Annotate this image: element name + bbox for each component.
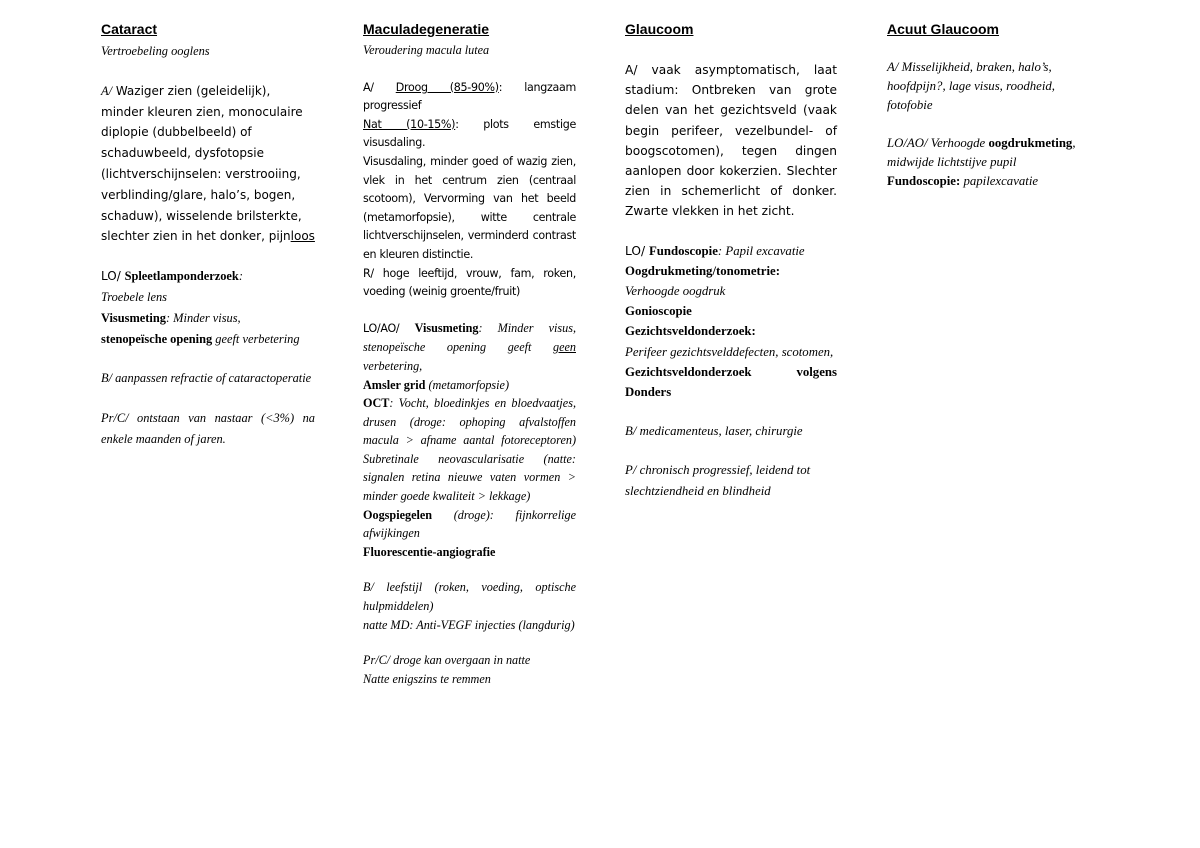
- cataract-examination: [101, 266, 315, 349]
- cataract-lo-colon1: :: [238, 269, 243, 284]
- macula-lo-prefix: LO/AO/: [363, 321, 415, 335]
- acuut-title: Acuut Glaucoom: [887, 21, 1000, 37]
- macula-treatment: [363, 578, 576, 634]
- macula-risk: R/ hoge leeftijd, vrouw, fam, roken, voeding (weinig groente/fruit): [363, 266, 576, 299]
- cataract-lo-prefix: LO/: [101, 269, 125, 284]
- acuut-examination: [887, 134, 1099, 191]
- glaucoom-lo-bold4: Gezichtsveldonderzoek:: [625, 324, 756, 339]
- macula-lo-bold5: Fluorescentie-angiografie: [363, 544, 496, 559]
- column-glaucoom: [625, 20, 837, 501]
- macula-lo-bold2: Amsler grid: [363, 377, 426, 392]
- glaucoom-treatment: B/ medicamenteus, laser, chirurgie: [625, 424, 803, 439]
- acuut-lo-it1: LO/AO/ Verhoogde: [887, 136, 989, 150]
- macula-lo-it2: (metamorfopsie): [425, 377, 510, 392]
- macula-b-text: B/ leefstijl (roken, voeding, optische hulpmiddelen): [363, 580, 576, 614]
- macula-lo-bold1: Visusmeting: [414, 320, 479, 335]
- glaucoom-lo-it2: Verhoogde oogdruk: [625, 284, 726, 299]
- macula-prc-text: Pr/C/ droge kan overgaan in natte: [363, 653, 531, 668]
- glaucoom-lo-bold5: Gezichtsveldonderzoek volgens Donders: [625, 364, 837, 400]
- cataract-lo-bold1: Spleetlamponderzoek: [124, 269, 239, 284]
- cataract-a-prefix: A/: [101, 83, 113, 98]
- cataract-a-text: Waziger zien (geleidelijk), minder kleuren zien, monoculaire diplopie (dubbelbeeld) of schaduwbeeld, dysfotopsie (lichtverschijnselen: verstrooiing, verblinding/glare, halo’s, bogen, schaduw), wisselende brilsterkte, slechter zien in het donker, pijn: [101, 83, 303, 244]
- macula-b-text2: natte MD: Anti-VEGF injecties (langdurig): [363, 617, 575, 632]
- cataract-lo-bold2: Visusmeting: [101, 310, 166, 325]
- glaucoom-lo-it4: Perifeer gezichtsvelddefecten, scotomen,: [625, 344, 834, 359]
- glaucoom-lo-prefix: LO/: [625, 243, 649, 258]
- macula-lo-it1u: geen: [552, 340, 576, 355]
- cataract-lo-it1: Troebele lens: [101, 289, 167, 304]
- column-maculadegeneratie: [363, 20, 576, 688]
- acuut-symptoms: A/ Misselijkheid, braken, halo’s, hoofdpijn?, lage visus, roodheid, fotofobie: [887, 60, 1056, 112]
- macula-lo-it1b: verbetering,: [363, 358, 423, 373]
- glaucoom-lo-bold2: Oogdrukmeting/tonometrie:: [625, 263, 780, 278]
- macula-examination: [363, 319, 576, 562]
- macula-lo-it4: (droge): fijnkorrelige afwijkingen: [363, 507, 576, 541]
- macula-symptoms: [363, 79, 576, 302]
- macula-droog-text: : langzaam progressief: [363, 80, 576, 113]
- cataract-symptoms: [101, 81, 315, 247]
- macula-lo-bold4: Oogspiegelen: [363, 507, 433, 522]
- glaucoom-lo-bold1: Fundoscopie: [648, 243, 718, 258]
- macula-nat-label: Nat (10-15%): [363, 117, 456, 131]
- cataract-subtitle: Vertroebeling ooglens: [101, 44, 210, 58]
- macula-nat-text: : plots emstige visusdaling.: [363, 117, 576, 150]
- cataract-prognosis: Pr/C/ ontstaan van nastaar (<3%) na enkele maanden of jaren.: [101, 411, 315, 446]
- column-acuut-glaucoom: [887, 20, 1099, 191]
- glaucoom-lo-bold3: Gonioscopie: [625, 304, 692, 319]
- macula-subtitle: Veroudering macula lutea: [363, 43, 490, 57]
- glaucoom-examination: [625, 241, 837, 403]
- macula-lo-it3: : Vocht, bloedinkjes en bloedvaatjes, drusen (droge: ophoping afvalstoffen macula > afname aantal fotoreceptoren) Subretinale neovascularisatie (natte: signalen retina nieuwe vaten vormen > minder goede kwaliteit > lekkage): [363, 396, 576, 504]
- cataract-lo-bold3: stenopeïsche opening: [101, 331, 213, 346]
- cataract-a-underline: loos: [290, 229, 315, 244]
- cataract-treatment: B/ aanpassen refractie of cataractoperatie: [101, 371, 312, 386]
- acuut-lo-bold2: Fundoscopie:: [887, 174, 961, 188]
- cataract-lo-it3: geeft verbetering: [212, 331, 300, 346]
- glaucoom-symptoms: A/ vaak asymptomatisch, laat stadium: Ontbreken van grote delen van het gezichtsveld (vaak begin perifeer, vezelbundel- of boogscotomen), tegen dingen aanlopen door kokerzien. Slechter zien in schemerlicht of donker. Zwarte vlekken in het zicht.: [625, 63, 837, 219]
- macula-a-prefix: A/: [363, 80, 396, 94]
- macula-title: Maculadegeneratie: [363, 21, 490, 37]
- acuut-lo-it3: papilexcavatie: [960, 174, 1039, 188]
- acuut-lo-it2: , midwijde lichtstijve pupil: [887, 136, 1076, 169]
- cataract-lo-it2: : Minder visus,: [165, 310, 241, 325]
- glaucoom-title: Glaucoom: [625, 21, 694, 37]
- macula-droog-label: Droog (85-90%): [395, 80, 499, 94]
- macula-prognosis: [363, 651, 576, 688]
- macula-lo-bold3: OCT: [363, 396, 390, 411]
- cataract-title: Cataract: [101, 21, 158, 37]
- macula-lo-it1a: : Minder visus, stenopeïsche opening geeft: [363, 320, 577, 355]
- macula-prc-text2: Natte enigszins te remmen: [363, 671, 491, 686]
- acuut-lo-bold1: oogdrukmeting: [988, 136, 1073, 150]
- glaucoom-prognosis: P/ chronisch progressief, leidend tot slechtziendheid en blindheid: [625, 463, 811, 498]
- glaucoom-lo-it1: : Papil excavatie: [717, 243, 805, 258]
- column-cataract: [101, 20, 315, 450]
- macula-a-more: Visusdaling, minder goed of wazig zien, vlek in het centrum zien (centraal scotoom), Vervorming van het beeld (metamorfopsie), witte centrale lichtverschijnselen, verminderd contrast en kleuren distinctie.: [363, 154, 576, 261]
